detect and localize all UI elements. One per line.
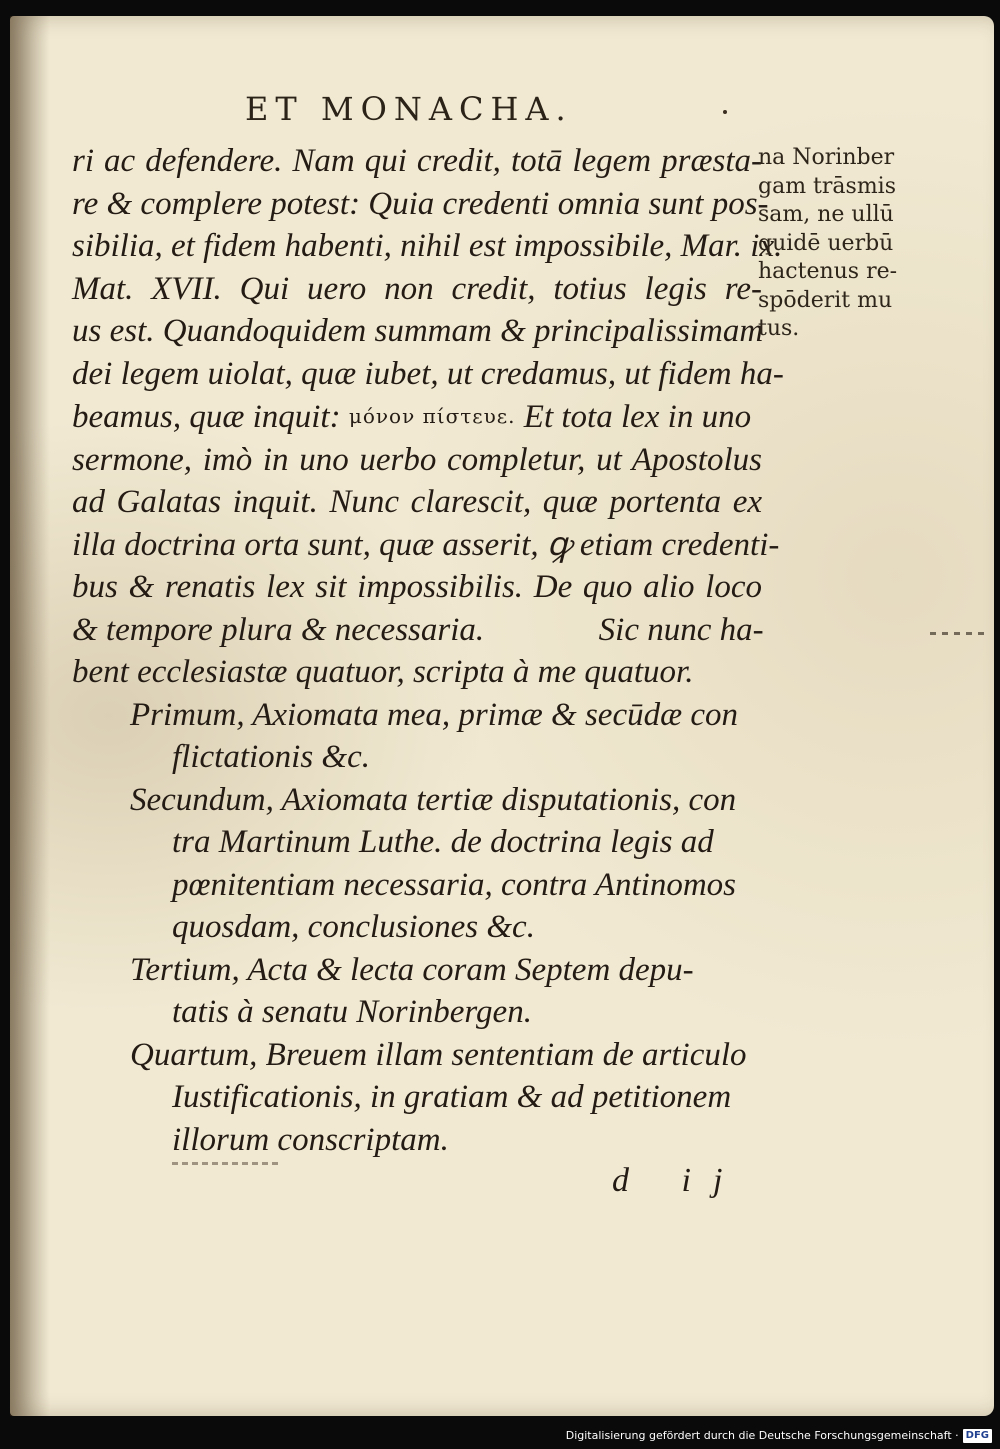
marginal-line: hactenus re- — [758, 259, 898, 284]
text-line: re & complere potest: Quia credenti omnia sunt pos- — [72, 185, 769, 222]
text-line: Mat. XVII. Qui uero non credit, totius legis re- — [72, 270, 762, 307]
marginal-line: quidē uerbū — [758, 230, 894, 256]
text-segment: Sic nunc ha- — [598, 611, 764, 648]
list-item-continuation: pœnitentiam necessaria, contra Antinomos — [172, 866, 737, 903]
text-line: dei legem uiolat, quæ iubet, ut credamus, ut fidem ha- — [72, 355, 784, 392]
edge-marks — [930, 632, 990, 635]
list-item-continuation: flictationis &c. — [172, 739, 370, 775]
text-segment: & tempore plura & necessaria. — [72, 611, 485, 648]
gutter-shadow — [10, 16, 50, 1416]
list-item-continuation: illorum conscriptam. — [172, 1121, 449, 1158]
text-line: ad Galatas inquit. Nunc clarescit, quæ portenta ex — [72, 484, 762, 520]
text-line: ri ac defendere. Nam qui credit, totā legem præsta- — [72, 143, 762, 179]
signature-mark: d ij — [612, 1162, 745, 1199]
list-item-primum: Primum, Axiomata mea, primæ & secūdæ con — [130, 696, 739, 733]
dfg-logo-icon: DFG — [963, 1429, 992, 1443]
text-segment: beamus, quæ inquit: — [72, 399, 341, 435]
running-header: ET MONACHA. — [245, 90, 573, 128]
marginal-line: spōderit mu — [758, 287, 893, 313]
text-segment: Et tota lex in uno — [523, 399, 752, 435]
marginal-line: gam trāsmis — [758, 173, 897, 199]
marginal-line: sam, ne ullū — [758, 202, 894, 227]
text-line: sermone, imò in uno uerbo completur, ut Apostolus — [72, 441, 762, 478]
list-item-quartum: Quartum, Breuem illam sententiam de articulo — [130, 1036, 747, 1073]
footer-credit: Digitalisierung gefördert durch die Deutsche Forschungsgemeinschaft · — [565, 1429, 959, 1442]
list-item-continuation: Iustificationis, in gratiam & ad petitionem — [172, 1079, 732, 1115]
list-item-secundum: Secundum, Axiomata tertiæ disputationis, con — [130, 781, 737, 818]
greek-phrase: μόνον πίστευε. — [348, 404, 516, 428]
list-item-continuation: quosdam, conclusiones &c. — [172, 909, 535, 945]
marginal-note — [758, 144, 928, 344]
text-line: illa doctrina orta sunt, quæ asserit, ꝙ etiam credenti- — [72, 526, 780, 563]
digitization-footer — [566, 1426, 992, 1446]
faint-underline — [172, 1162, 282, 1165]
text-line: sibilia, et fidem habenti, nihil est impossibile, Mar. ix. — [72, 228, 783, 264]
list-item-tertium: Tertium, Acta & lecta coram Septem depu- — [130, 951, 694, 988]
text-line: bent ecclesiastæ quatuor, scripta à me quatuor. — [72, 654, 694, 690]
text-line-split — [72, 609, 762, 652]
text-line: us est. Quandoquidem summam & principalissimam — [72, 313, 764, 349]
text-line-with-greek — [72, 395, 762, 439]
marginal-line: na Norinber — [758, 145, 895, 170]
list-item-continuation: tatis à senatu Norinbergen. — [172, 994, 532, 1030]
ink-dot — [723, 110, 727, 114]
marginal-line: tus. — [758, 316, 800, 341]
list-item-continuation: tra Martinum Luthe. de doctrina legis ad — [172, 824, 714, 860]
text-line: bus & renatis lex sit impossibilis. De quo alio loco — [72, 569, 762, 605]
